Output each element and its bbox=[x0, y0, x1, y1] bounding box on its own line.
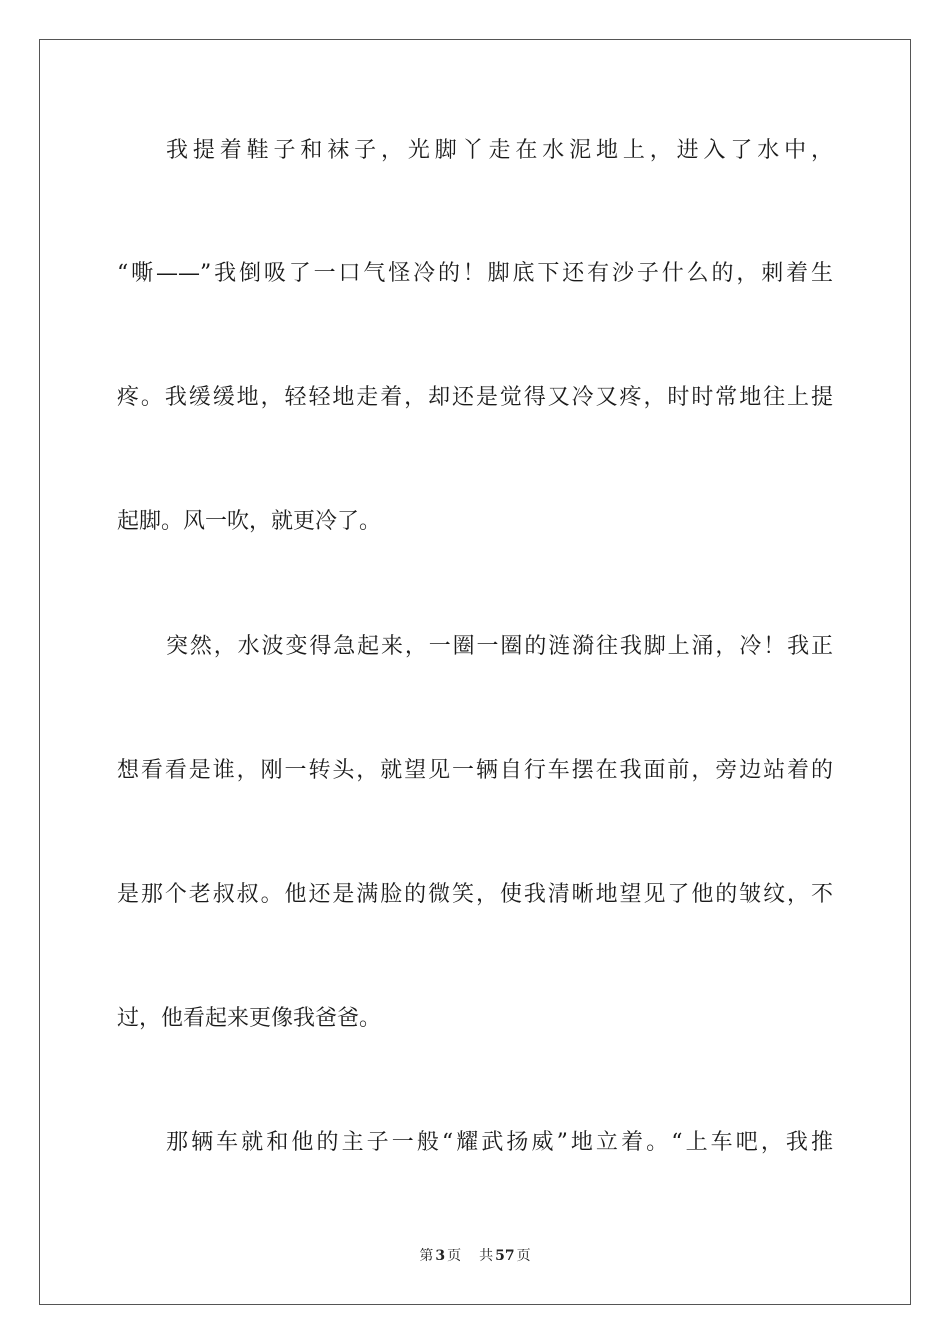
page-border bbox=[39, 39, 911, 1305]
text-line-4: 起脚。风一吹，就更冷了。 bbox=[117, 509, 382, 534]
page-number: 3 bbox=[435, 1248, 446, 1264]
page-prefix: 第 bbox=[419, 1248, 434, 1264]
text-line-5: 突然，水波变得急起来，一圈一圈的涟漪往我脚上涌，冷！我正 bbox=[166, 634, 833, 659]
page-suffix: 页 bbox=[447, 1248, 462, 1264]
text-line-3: 疼。我缓缓地，轻轻地走着，却还是觉得又冷又疼，时时常地往上提 bbox=[117, 385, 833, 410]
text-line-8: 过，他看起来更像我爸爸。 bbox=[117, 1006, 382, 1031]
text-line-6: 想看看是谁，刚一转头，就望见一辆自行车摆在我面前，旁边站着的 bbox=[117, 758, 833, 783]
total-pages: 57 bbox=[495, 1248, 515, 1264]
page-footer bbox=[0, 1246, 950, 1266]
total-prefix: 共 bbox=[479, 1248, 494, 1264]
text-line-9: 那辆车就和他的主子一般“耀武扬威”地立着。“上车吧，我推 bbox=[166, 1130, 833, 1155]
text-line-1: 我提着鞋子和袜子，光脚丫走在水泥地上，进入了水中， bbox=[166, 138, 833, 163]
total-suffix: 页 bbox=[516, 1248, 531, 1264]
text-line-2: “嘶——”我倒吸了一口气怪冷的！脚底下还有沙子什么的，刺着生 bbox=[117, 261, 833, 286]
text-line-7: 是那个老叔叔。他还是满脸的微笑，使我清晰地望见了他的皱纹，不 bbox=[117, 882, 833, 907]
